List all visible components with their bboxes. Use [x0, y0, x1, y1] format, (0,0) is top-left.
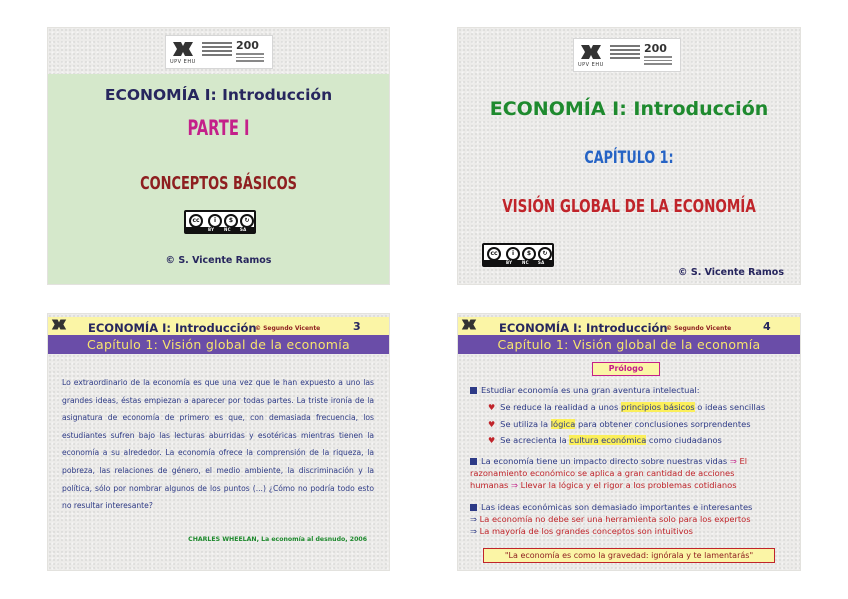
slide-title: ECONOMÍA I: Introducción	[104, 86, 333, 104]
slide-3-quote[interactable]	[48, 314, 389, 570]
author: © S. Vicente Ramos	[678, 267, 784, 278]
license-nc: NC	[522, 260, 529, 265]
university-emblem-icon	[50, 318, 68, 331]
point-3: Las ideas económicas son demasiado importantes e interesantes	[470, 502, 752, 512]
arrow-right-icon: ⇒	[470, 514, 480, 524]
section-subtitle: CONCEPTOS BÁSICOS	[140, 173, 297, 194]
university-emblem-icon	[171, 40, 195, 58]
logo-text: UPV EHU	[170, 59, 196, 65]
point-2-line-2: razonamiento económico se aplica a gran cantidad de acciones	[470, 468, 735, 478]
point-2-line-3: humanas ⇒ Llevar la lógica y el rigor a los problemas cotidianos	[470, 480, 737, 490]
author: © S. Vicente Ramos	[165, 255, 272, 266]
page-number: 4	[763, 320, 771, 333]
arrow-right-icon: ⇒	[729, 456, 740, 466]
quote-citation: CHARLES WHEELAN, La economía al desnudo, 2006	[188, 536, 367, 543]
creative-commons-badge	[184, 210, 256, 234]
checkbox-bullet-icon	[470, 458, 477, 465]
point-3-line-2: ⇒ La economía no debe ser una herramienta solo para los expertos	[470, 514, 751, 524]
part-label: PARTE I	[187, 116, 250, 140]
license-sa: SA	[538, 260, 545, 265]
slide-title: ECONOMÍA I: Introducción	[489, 98, 769, 120]
by-icon: i	[208, 214, 222, 228]
chapter-title: Capítulo 1: Visión global de la economía	[86, 337, 351, 352]
university-logo	[165, 35, 273, 69]
quote-body: Lo extraordinario de la economía es que una vez que le han expuesto a uno las grandes ideas, éstas empiezan a aparecer por todas partes. La triste ironía de la asignatura de economía de primero es que, con demasiada frecuencia, los estudiantes sufren bajo las lecturas aburridas y esotéricas mientras tienen la economía a su alrededor. La economía ofrece la comprensión de la riqueza, la pobreza, las relaciones de género, el medio ambiente, la discriminación y la política, sólo por nombrar algunos de los puntos (...) ¿Cómo no podría todo esto no resultar interesante?	[62, 378, 374, 511]
header-credit: © Segundo Vicente	[666, 325, 732, 332]
creative-commons-badge	[482, 243, 554, 267]
sub-point-2: ♥ Se utiliza la lógica para obtener conclusiones sorprendentes	[488, 419, 751, 429]
header-title: ECONOMÍA I: Introducción	[499, 321, 668, 335]
license-by: BY	[208, 227, 215, 232]
point-3-line-3: ⇒ La mayoría de los grandes conceptos son intuitivos	[470, 526, 693, 536]
sa-icon: ↻	[538, 247, 552, 261]
slide-4-prologue[interactable]	[458, 314, 800, 570]
prologue-label: Prólogo	[592, 362, 660, 376]
page-number: 3	[353, 320, 361, 333]
license-sa: SA	[240, 227, 247, 232]
slide-1-title[interactable]	[48, 28, 389, 284]
cc-icon: cc	[189, 214, 203, 228]
chapter-subtitle: VISIÓN GLOBAL DE LA ECONOMÍA	[502, 196, 756, 217]
by-icon: i	[506, 247, 520, 261]
chapter-label: CAPÍTULO 1:	[584, 148, 674, 168]
university-emblem-icon	[460, 318, 478, 331]
license-nc: NC	[224, 227, 231, 232]
arrow-right-icon: ⇒	[508, 480, 521, 490]
cc-icon: cc	[487, 247, 501, 261]
logo-year: 200	[236, 39, 259, 52]
header-title: ECONOMÍA I: Introducción	[88, 321, 257, 335]
checkbox-bullet-icon	[470, 504, 477, 511]
quote-box: "La economía es como la gravedad: ignórala y te lamentarás"	[483, 548, 775, 563]
heart-bullet-icon: ♥	[488, 436, 496, 445]
university-logo	[573, 38, 681, 72]
heart-bullet-icon: ♥	[488, 403, 496, 412]
university-emblem-icon	[579, 43, 603, 61]
chapter-title: Capítulo 1: Visión global de la economía	[497, 337, 761, 352]
checkbox-bullet-icon	[470, 387, 477, 394]
sub-point-3: ♥ Se acrecienta la cultura económica como ciudadanos	[488, 435, 722, 445]
point-2: La economía tiene un impacto directo sobre nuestras vidas ⇒ El	[470, 456, 747, 466]
sub-point-1: ♥ Se reduce la realidad a unos principios básicos o ideas sencillas	[488, 402, 766, 412]
header-credit: © Segundo Vicente	[255, 325, 321, 332]
nc-icon: $	[522, 247, 536, 261]
arrow-right-icon: ⇒	[470, 526, 480, 536]
slide-2-chapter[interactable]	[458, 28, 800, 284]
nc-icon: $	[224, 214, 238, 228]
logo-text: UPV EHU	[578, 62, 604, 68]
logo-year: 200	[644, 42, 667, 55]
point-1: Estudiar economía es una gran aventura intelectual:	[470, 385, 700, 395]
license-by: BY	[506, 260, 513, 265]
heart-bullet-icon: ♥	[488, 420, 496, 429]
sa-icon: ↻	[240, 214, 254, 228]
